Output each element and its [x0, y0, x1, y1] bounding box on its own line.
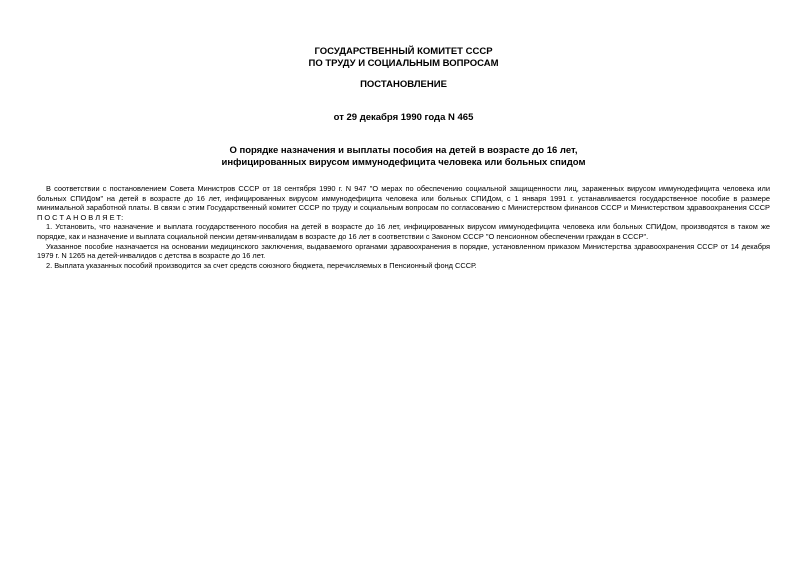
date-number-label: от 29 декабря 1990 года N 465 — [333, 112, 474, 123]
issuing-organization — [0, 46, 807, 70]
organization-line-2: ПО ТРУДУ И СОЦИАЛЬНЫМ ВОПРОСАМ — [308, 58, 499, 69]
title-line-1: О порядке назначения и выплаты пособия на детей в возрасте до 16 лет, — [229, 145, 578, 156]
organization-line-1: ГОСУДАРСТВЕННЫЙ КОМИТЕТ СССР — [314, 46, 493, 57]
body-paragraph-item-1: 1. Установить, что назначение и выплата государственного пособия на детей в возрасте до 16 лет, инфицированных вирусом иммунодефицита человека или больных СПИДом, производятся в таком же порядке, как и назначение и выплата социальной пенсии детям-инвалидам в возрасте до 16 лет в соответствии с Законом СССР "О пенсионном обеспечении граждан в СССР". — [37, 222, 770, 241]
document-body — [37, 184, 770, 270]
title-line-2: инфицированных вирусом иммунодефицита человека или больных спидом — [221, 157, 586, 168]
document-type-label: ПОСТАНОВЛЕНИЕ — [360, 79, 447, 90]
body-paragraph-preamble: В соответствии с постановлением Совета Министров СССР от 18 сентября 1990 г. N 947 "О мерах по обеспечению социальной защищенности лиц, зараженных вирусом иммунодефицита человека или больных СПИДом" на детей в возрасте до 16 лет, инфицированных вирусом иммунодефицита человека или больных СПИДом, с 1 января 1991 г. устанавливается государственное пособие в размере минимальной заработной платы. В связи с этим Государственный комитет СССР по труду и социальным вопросам по согласованию с Министерством финансов СССР и Министерством здравоохранения СССР П О С Т А Н О В Л Я Е Т: — [37, 184, 770, 222]
body-paragraph-item-2: 2. Выплата указанных пособий производится за счет средств союзного бюджета, перечисляемых в Пенсионный фонд СССР. — [46, 260, 477, 270]
document-date-number — [0, 112, 807, 124]
body-paragraph-item-1-note: Указанное пособие назначается на основании медицинского заключения, выдаваемого органами здравоохранения в порядке, установленном приказом Министерства здравоохранения СССР от 14 декабря 1979 г. N 1265 на детей-инвалидов с детства в возрасте до 16 лет. — [37, 241, 770, 261]
document-title — [0, 145, 807, 169]
document-type — [0, 79, 807, 91]
